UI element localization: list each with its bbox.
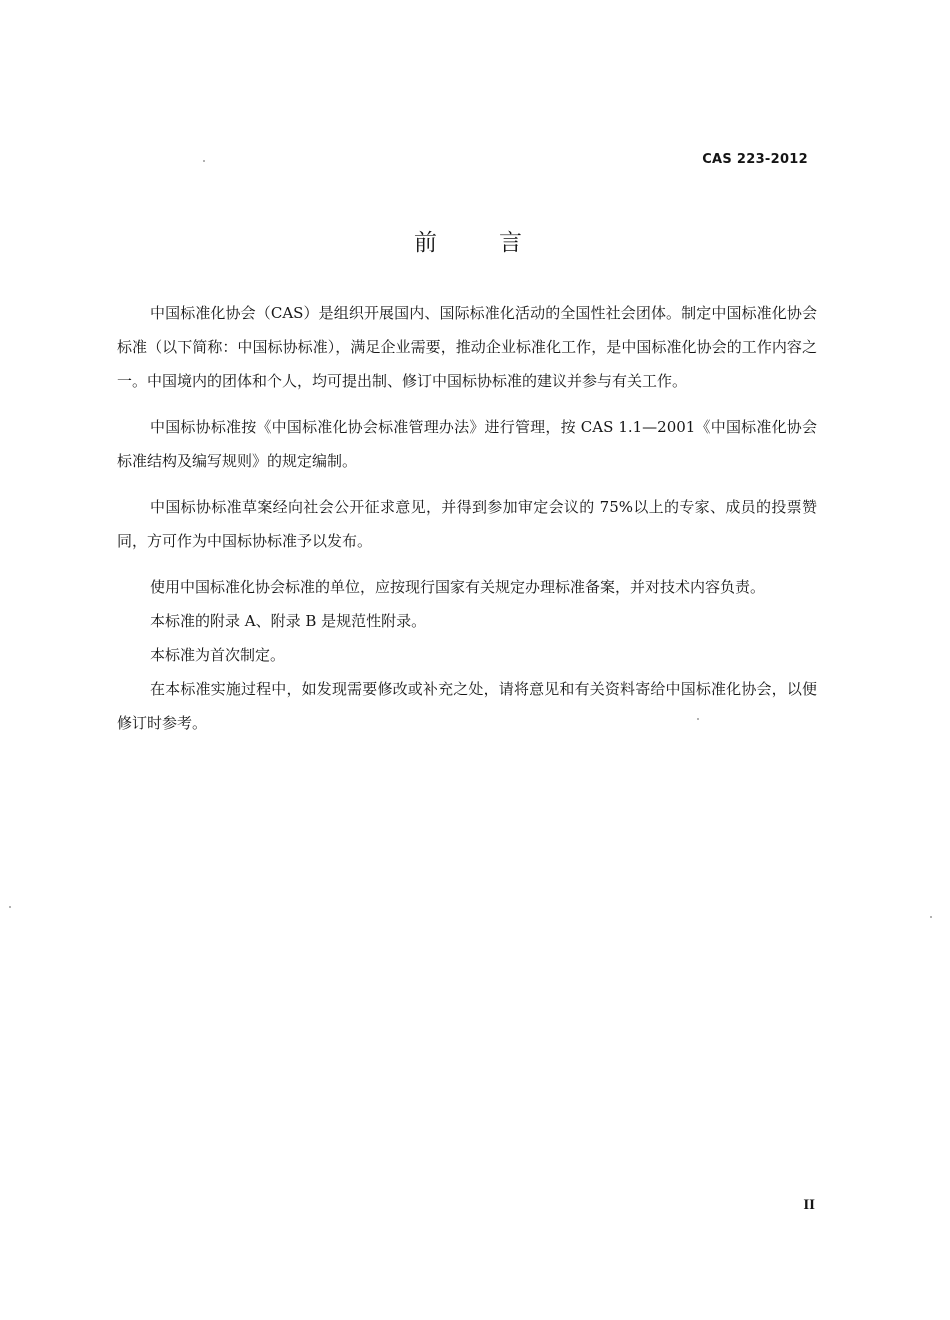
scan-speck bbox=[9, 906, 11, 908]
document-code: CAS 223-2012 bbox=[702, 152, 808, 167]
scan-speck bbox=[203, 160, 205, 162]
foreword-body bbox=[117, 296, 817, 752]
paragraph-cas-introduction: 中国标准化协会（CAS）是组织开展国内、国际标准化活动的全国性社会团体。制定中国标准化协会标准（以下简称：中国标协标准），满足企业需要，推动企业标准化工作，是中国标准化协会的工作内容之一。中国境内的团体和个人，均可提出制、修订中国标协标准的建议并参与有关工作。 bbox=[117, 304, 817, 390]
paragraph-management-rules: 中国标协标准按《中国标准化协会标准管理办法》进行管理，按 CAS 1.1—2001《中国标准化协会标准结构及编写规则》的规定编制。 bbox=[117, 418, 817, 470]
paragraph-first-edition: 本标准为首次制定。 bbox=[150, 646, 286, 664]
paragraph-normative-annexes: 本标准的附录 A、附录 B 是规范性附录。 bbox=[150, 612, 427, 630]
paragraph-feedback: 在本标准实施过程中，如发现需要修改或补充之处，请将意见和有关资料寄给中国标准化协会，以便修订时参考。 bbox=[117, 680, 817, 732]
scan-speck bbox=[930, 916, 932, 918]
paragraph-usage-filing: 使用中国标准化协会标准的单位，应按现行国家有关规定办理标准备案，并对技术内容负责。 bbox=[150, 578, 766, 596]
page-number: II bbox=[803, 1197, 815, 1213]
paragraph-approval-process: 中国标协标准草案经向社会公开征求意见，并得到参加审定会议的 75%以上的专家、成员的投票赞同，方可作为中国标协标准予以发布。 bbox=[117, 498, 817, 550]
section-title-foreword: 前言 bbox=[414, 230, 584, 256]
scan-speck bbox=[697, 718, 699, 720]
